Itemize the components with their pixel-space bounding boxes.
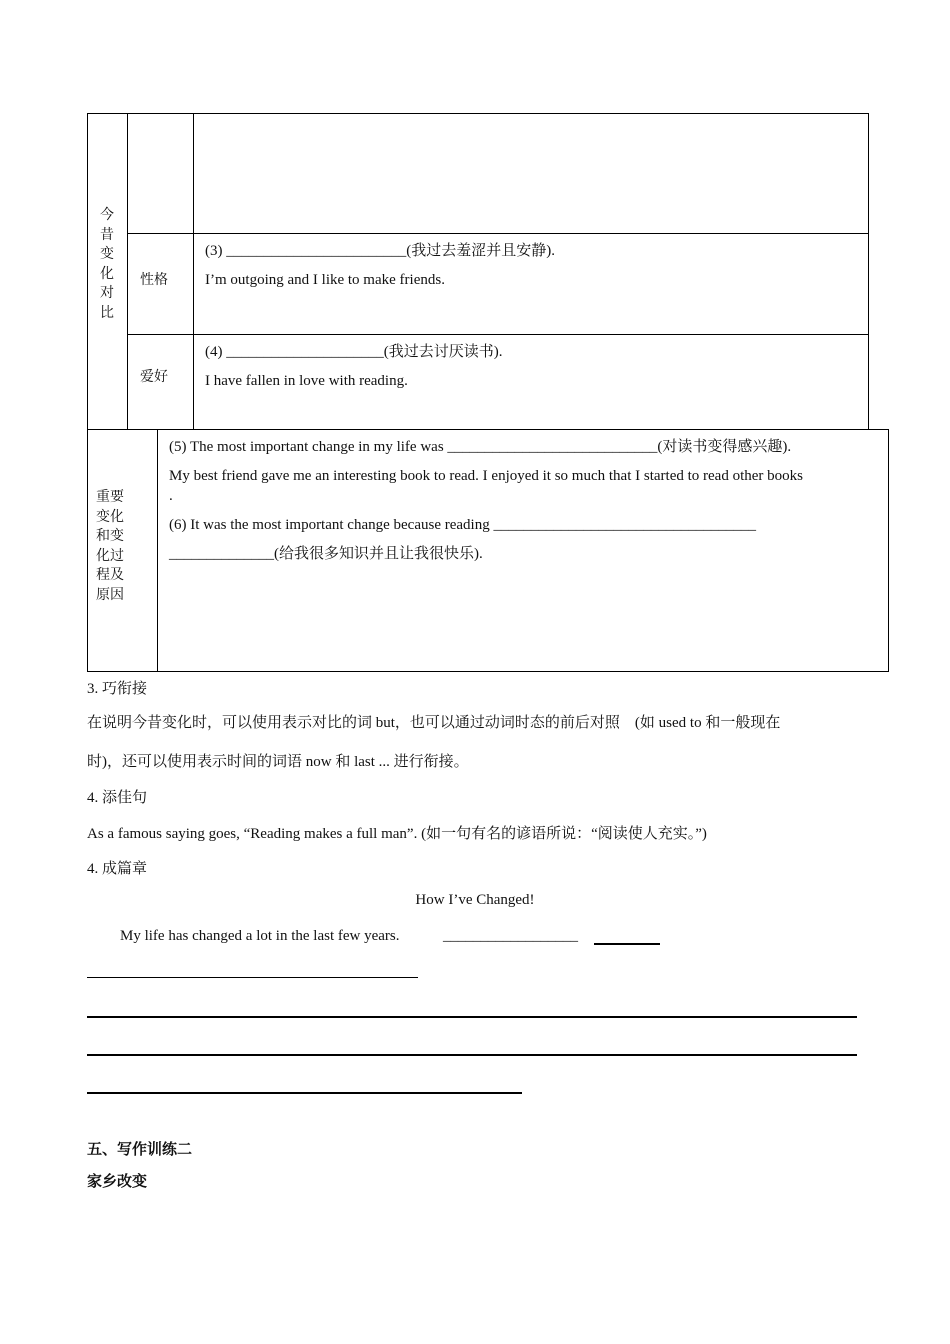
table-border bbox=[127, 334, 869, 335]
section-subheading-hometown: 家乡改变 bbox=[87, 1172, 148, 1190]
answer-line bbox=[87, 1092, 522, 1094]
change-line-6-cont: ______________(给我很多知识并且让我很快乐). bbox=[169, 546, 483, 562]
row-label-personality: 性格 bbox=[140, 272, 168, 288]
table-border bbox=[87, 429, 889, 430]
quote-sentence: As a famous saying goes, “Reading makes a full man”. (如一句有名的谚语所说：“阅读使人充实。”) bbox=[87, 826, 707, 842]
section-heading-connect: 3. 巧衔接 bbox=[87, 681, 148, 697]
answer-line bbox=[87, 1054, 857, 1056]
change-line-period: . bbox=[169, 488, 173, 504]
row-line-personality-2: I’m outgoing and I like to make friends. bbox=[205, 272, 445, 288]
table-border bbox=[87, 671, 889, 672]
answer-line bbox=[594, 943, 660, 945]
group-label-then-now: 今 昔 变 化 对 比 bbox=[100, 207, 114, 321]
change-line-6: (6) It was the most important change because reading ___________________________________ bbox=[169, 517, 756, 533]
table-border bbox=[87, 113, 88, 429]
answer-line bbox=[87, 977, 418, 978]
table-border bbox=[868, 113, 869, 429]
paragraph-connect-2: 时)，还可以使用表示时间的词语 now 和 last ... 进行衔接。 bbox=[87, 754, 469, 770]
table-border bbox=[193, 113, 194, 429]
table-border bbox=[87, 113, 869, 114]
table-border bbox=[127, 233, 869, 234]
row-label-hobby: 爱好 bbox=[140, 369, 168, 385]
row-line-hobby-2: I have fallen in love with reading. bbox=[205, 373, 408, 389]
paragraph-connect-1: 在说明今昔变化时，可以使用表示对比的词 but，也可以通过动词时态的前后对照 (如 used to 和一般现在 bbox=[87, 715, 781, 731]
section-heading-writing-2: 五、写作训练二 bbox=[87, 1140, 193, 1158]
table-border bbox=[157, 429, 158, 672]
table-border bbox=[888, 429, 889, 672]
label-important-change: 重要 变化 和变 化过 程及 原因 bbox=[96, 489, 124, 603]
row-line-hobby-1: (4) _____________________(我过去讨厌读书). bbox=[205, 344, 503, 360]
section-heading-compose: 4. 成篇章 bbox=[87, 861, 148, 877]
answer-line bbox=[87, 1016, 857, 1018]
row-line-personality-1: (3) ________________________(我过去羞涩并且安静). bbox=[205, 243, 555, 259]
table-border bbox=[127, 113, 128, 429]
table-border bbox=[87, 429, 88, 672]
essay-inline-blank: __________________ bbox=[443, 928, 578, 944]
essay-title: How I’ve Changed! bbox=[415, 892, 535, 908]
section-heading-good-sentence: 4. 添佳句 bbox=[87, 790, 148, 806]
essay-first-line: My life has changed a lot in the last few years. bbox=[120, 928, 400, 944]
change-line-friend: My best friend gave me an interesting book to read. I enjoyed it so much that I started to read other books bbox=[169, 468, 803, 484]
change-line-5: (5) The most important change in my life was ____________________________(对读书变得感兴趣). bbox=[169, 439, 792, 455]
